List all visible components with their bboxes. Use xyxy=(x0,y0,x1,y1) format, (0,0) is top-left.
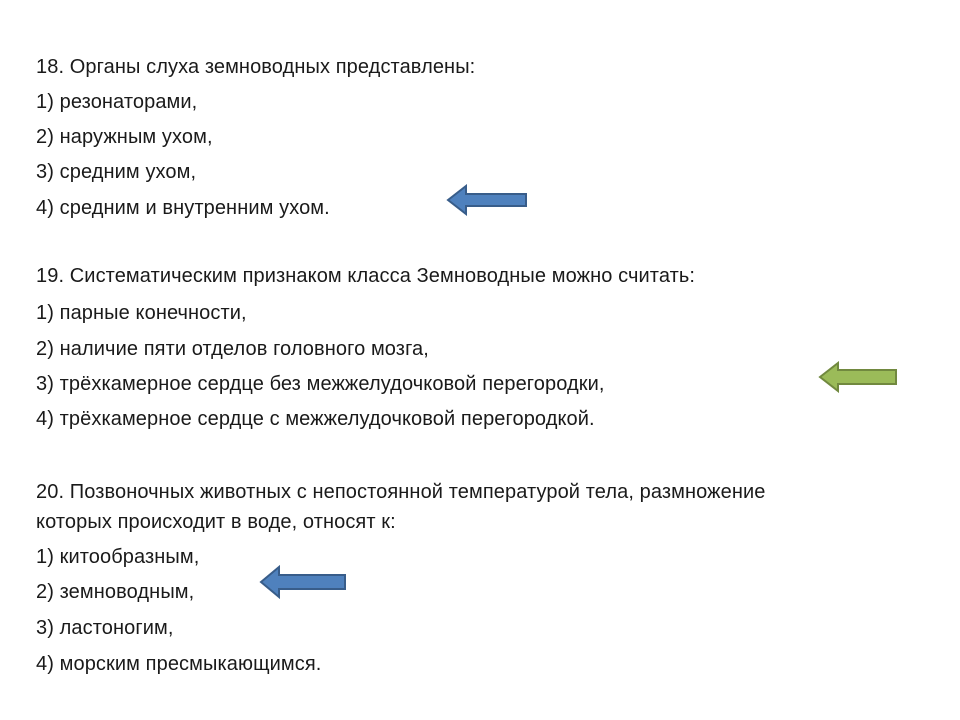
question-19-title: 19. Систематическим признаком класса Земноводные можно считать: xyxy=(36,265,696,287)
question-19-option-1: 1) парные конечности, xyxy=(36,302,247,324)
question-18-option-2: 2) наружным ухом, xyxy=(36,126,213,148)
question-18-option-4: 4) средним и внутренним ухом. xyxy=(36,197,330,219)
question-19-option-2: 2) наличие пяти отделов головного мозга, xyxy=(36,338,429,360)
question-19-option-3: 3) трёхкамерное сердце без межжелудочковой перегородки, xyxy=(36,373,605,395)
left-arrow-icon xyxy=(446,184,528,216)
question-18-title: 18. Органы слуха земноводных представлены: xyxy=(36,56,476,78)
left-arrow-icon xyxy=(818,361,898,393)
question-19-option-4: 4) трёхкамерное сердце с межжелудочковой перегородкой. xyxy=(36,408,595,430)
question-20-option-1: 1) китообразным, xyxy=(36,546,200,568)
question-20-title-line-1: 20. Позвоночных животных с непостоянной температурой тела, размножение xyxy=(36,481,766,503)
left-arrow-icon xyxy=(259,565,347,599)
question-20-option-3: 3) ластоногим, xyxy=(36,617,174,639)
question-18-option-3: 3) средним ухом, xyxy=(36,161,197,183)
question-20-option-2: 2) земноводным, xyxy=(36,581,195,603)
question-20-option-4: 4) морским пресмыкающимся. xyxy=(36,653,322,675)
question-18-option-1: 1) резонаторами, xyxy=(36,91,198,113)
question-20-title-line-2: которых происходит в воде, относят к: xyxy=(36,511,396,533)
